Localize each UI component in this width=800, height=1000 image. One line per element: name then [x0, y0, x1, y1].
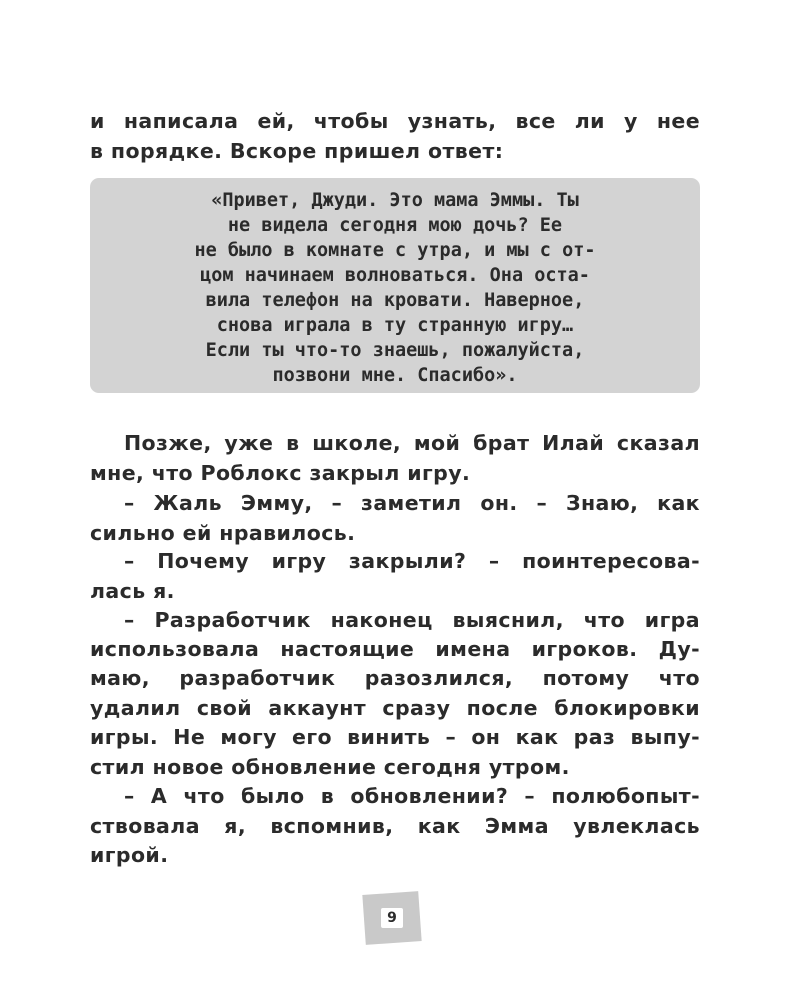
letter-line: позвони мне. Спасибо». [272, 365, 518, 386]
body-line: удалил свой аккаунт сразу после блокировки [90, 696, 700, 720]
body-line: – Разработчик наконец выяснил, что игра [124, 608, 700, 632]
body-line: ствовала я, вспомнив, как Эмма увлеклась [90, 814, 700, 838]
intro-line: в порядке. Вскоре пришел ответ: [90, 139, 504, 163]
body-line: – А что было в обновлении? – полюбопыт- [124, 784, 700, 808]
body-line: игры. Не могу его винить – он как раз выпу- [90, 725, 700, 749]
body-line: использовала настоящие имена игроков. Ду- [90, 637, 700, 661]
letter-line: не видела сегодня мою дочь? Ее [227, 215, 563, 236]
letter-line: Если ты что-то знаешь, пожалуйста, [205, 340, 585, 361]
body-line: мне, что Роблокс закрыл игру. [90, 461, 471, 485]
body-line: – Жаль Эмму, – заметил он. – Знаю, как [124, 491, 700, 515]
page-number-badge [362, 891, 421, 945]
body-line: Позже, уже в школе, мой брат Илай сказал [124, 431, 700, 455]
letter-line: «Привет, Джуди. Это мама Эммы. Ты [211, 190, 579, 211]
letter-line: вила телефон на кровати. Наверное, [205, 290, 585, 311]
letter-box [90, 178, 700, 393]
letter-line: не было в комнате с утра, и мы с от- [194, 240, 596, 261]
intro-line: и написала ей, чтобы узнать, все ли у нее [90, 109, 700, 133]
body-line: маю, разработчик разозлился, потому что [90, 666, 700, 690]
page-number: 9 [381, 908, 403, 928]
body-line: стил новое обновление сегодня утром. [90, 755, 570, 779]
body-line: – Почему игру закрыли? – поинтересова- [124, 549, 700, 573]
letter-line: цом начинаем волноваться. Она оста- [200, 265, 590, 286]
body-line: сильно ей нравилось. [90, 521, 356, 545]
body-line: игрой. [90, 843, 169, 867]
body-line: лась я. [90, 579, 175, 603]
letter-line: снова играла в ту странную игру… [216, 315, 574, 336]
